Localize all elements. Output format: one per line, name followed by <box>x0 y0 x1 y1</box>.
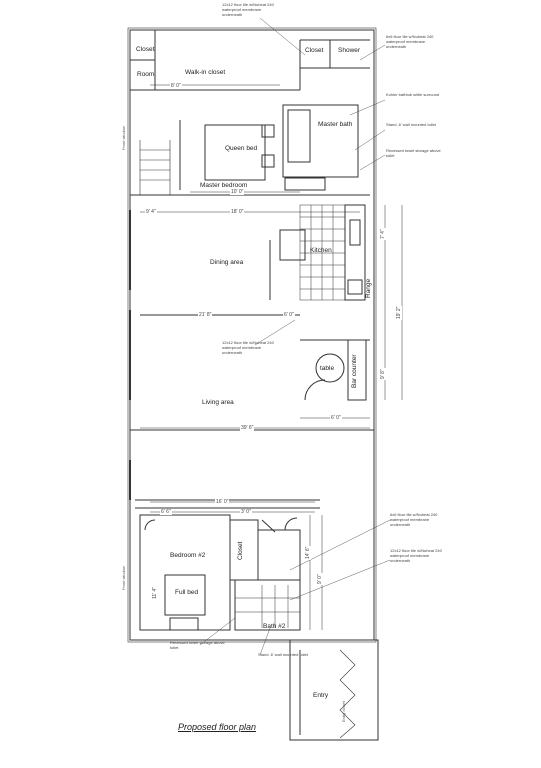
master-bedroom-label: Master bedroom <box>200 182 248 189</box>
note-toilet-1: Stand. 6' wall mounted toilet <box>386 122 436 127</box>
note-shower-tile: 6x6 floor tile w/Nuheat 240 waterproof membrane underneath <box>386 34 434 49</box>
dim-kitchen-width: 6' 0" <box>284 312 294 318</box>
dim-bedroom2-top: 16' 0" <box>216 499 229 505</box>
bath-2-label: Bath #2 <box>263 623 286 630</box>
note-bath2-tile-b: 12x12 floor tile w/Nuheat 240 waterproof membrane underneath <box>390 548 442 563</box>
room-small-label: Room <box>137 71 155 78</box>
closet-label: Closet <box>136 46 155 53</box>
note-towel-storage-1: Recessed towel storage above toilet <box>386 148 441 158</box>
kitchen-island <box>280 230 305 260</box>
dim-lower-right: 9' 8" <box>380 369 386 379</box>
dim-bedroom2-height: 11' 4" <box>152 586 158 599</box>
dim-closet2-height: 14' 6" <box>305 546 311 559</box>
full-bed-label: Full bed <box>175 589 199 596</box>
note-bath2-tile-a: 6x6 floor tile w/Nuheat 240 waterproof membrane underneath <box>390 512 438 527</box>
queen-bed <box>205 125 265 180</box>
bathtub <box>288 110 310 162</box>
note-toilet-2: Stand. 6' wall mounted toilet <box>258 652 308 657</box>
side-label-bottom: Front window <box>121 566 126 590</box>
master-bath-label: Master bath <box>318 121 353 128</box>
range-label: Range <box>365 278 372 298</box>
dim-walk-in: 8' 0" <box>171 83 181 89</box>
leader-lines <box>200 18 390 655</box>
master-bath-walls <box>283 105 358 177</box>
closet-2-label: Closet <box>237 541 244 560</box>
dim-kitchen-height: 7' 4" <box>380 229 386 239</box>
note-towel-storage-2: Recessed towel storage above toilet <box>170 640 225 650</box>
entry-label: Entry <box>313 692 329 699</box>
dim-bath2-height: 9' 0" <box>317 574 323 584</box>
note-bathtub: Kohler bathtub w/tile surround <box>386 92 440 97</box>
dim-dining: 21' 8" <box>199 312 212 318</box>
walk-in-closet-label: Walk-in closet <box>185 69 226 76</box>
note-living-tile: 12x12 floor tile w/Nuheat 240 waterproof membrane underneath <box>222 340 274 355</box>
dim-top-mid: 18' 0" <box>231 209 244 215</box>
shower-label: Shower <box>338 47 361 54</box>
dim-right-total: 19' 2" <box>396 306 402 319</box>
closet-2 <box>230 520 258 580</box>
dim-bedroom2-right: 3' 0" <box>241 509 251 515</box>
kitchen-label: Kitchen <box>310 247 332 254</box>
dim-bedroom2-left: 6' 6" <box>161 509 171 515</box>
dim-living-width: 39' 6" <box>241 425 254 431</box>
entry-closet-label: Entry closet <box>341 701 346 722</box>
side-label-top: Front window <box>121 126 126 150</box>
dim-top-left: 9' 4" <box>146 209 156 215</box>
dim-master-bedroom: 10' 0" <box>231 189 244 195</box>
entry-closet-doors <box>340 650 355 738</box>
table-label: table <box>320 365 335 372</box>
queen-bed-label: Queen bed <box>225 145 258 152</box>
note-top-tile: 12x12 floor tile w/Nuheat 240 waterproof membrane underneath <box>222 2 274 17</box>
plan-title: Proposed floor plan <box>178 722 257 732</box>
dining-area-label: Dining area <box>210 259 244 266</box>
bar-counter-label: Bar counter <box>351 354 358 388</box>
bedroom-2-label: Bedroom #2 <box>170 552 206 559</box>
bedroom-2-walls <box>140 515 230 630</box>
closet-top-label: Closet <box>305 47 324 54</box>
dim-counter: 6' 0" <box>331 415 341 421</box>
living-area-label: Living area <box>202 399 234 406</box>
